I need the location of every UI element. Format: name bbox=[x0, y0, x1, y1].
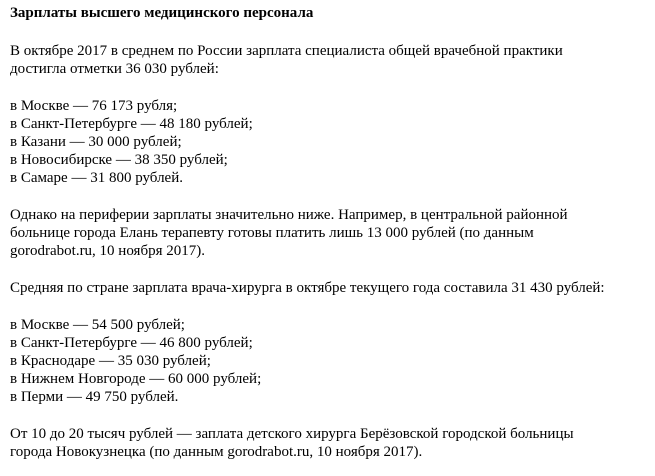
spacer bbox=[10, 297, 650, 316]
list-item: в Нижнем Новгороде — 60 000 рублей; bbox=[10, 371, 262, 387]
list-item: в Санкт-Петербурге — 46 800 рублей; bbox=[10, 335, 253, 351]
paragraph-line: Средняя по стране зарплата врача-хирурга в октябре текущего года составила 31 430 рублей: bbox=[10, 280, 605, 296]
spacer bbox=[10, 22, 650, 42]
list-item: в Краснодаре — 35 030 рублей; bbox=[10, 353, 211, 369]
periphery-paragraph bbox=[10, 206, 650, 260]
list-item: в Самаре — 31 800 рублей. bbox=[10, 170, 183, 186]
list-item: в Новосибирске — 38 350 рублей; bbox=[10, 152, 228, 168]
list-item: в Казани — 30 000 рублей; bbox=[10, 134, 182, 150]
paragraph-line: gorodrabot.ru, 10 ноября 2017). bbox=[10, 243, 205, 259]
paragraph-line: города Новокузнецка (по данным gorodrabot.ru, 10 ноября 2017). bbox=[10, 444, 423, 460]
list-item: в Москве — 76 173 рубля; bbox=[10, 98, 178, 114]
paragraph-line: От 10 до 20 тысяч рублей — заплата детского хирурга Берёзовской городской больницы bbox=[10, 426, 574, 442]
paragraph-line: Однако на периферии зарплаты значительно ниже. Например, в центральной районной bbox=[10, 207, 568, 223]
list-item: в Санкт-Петербурге — 48 180 рублей; bbox=[10, 116, 253, 132]
child-surgeon-paragraph bbox=[10, 425, 650, 461]
gp-intro-paragraph bbox=[10, 42, 650, 78]
list-item: в Москве — 54 500 рублей; bbox=[10, 317, 185, 333]
gp-salary-list bbox=[10, 97, 650, 187]
surgeon-intro-paragraph bbox=[10, 279, 650, 297]
page-title: Зарплаты высшего медицинского персонала bbox=[10, 5, 314, 21]
paragraph-line: достигла отметки 36 030 рублей: bbox=[10, 61, 219, 77]
surgeon-salary-list bbox=[10, 316, 650, 406]
spacer bbox=[10, 406, 650, 425]
paragraph-line: больнице города Елань терапевту готовы платить лишь 13 000 рублей (по данным bbox=[10, 225, 534, 241]
list-item: в Перми — 49 750 рублей. bbox=[10, 389, 179, 405]
document bbox=[10, 4, 650, 461]
paragraph-line: В октябре 2017 в среднем по России зарплата специалиста общей врачебной практики bbox=[10, 43, 563, 59]
spacer bbox=[10, 78, 650, 97]
spacer bbox=[10, 260, 650, 279]
spacer bbox=[10, 187, 650, 206]
